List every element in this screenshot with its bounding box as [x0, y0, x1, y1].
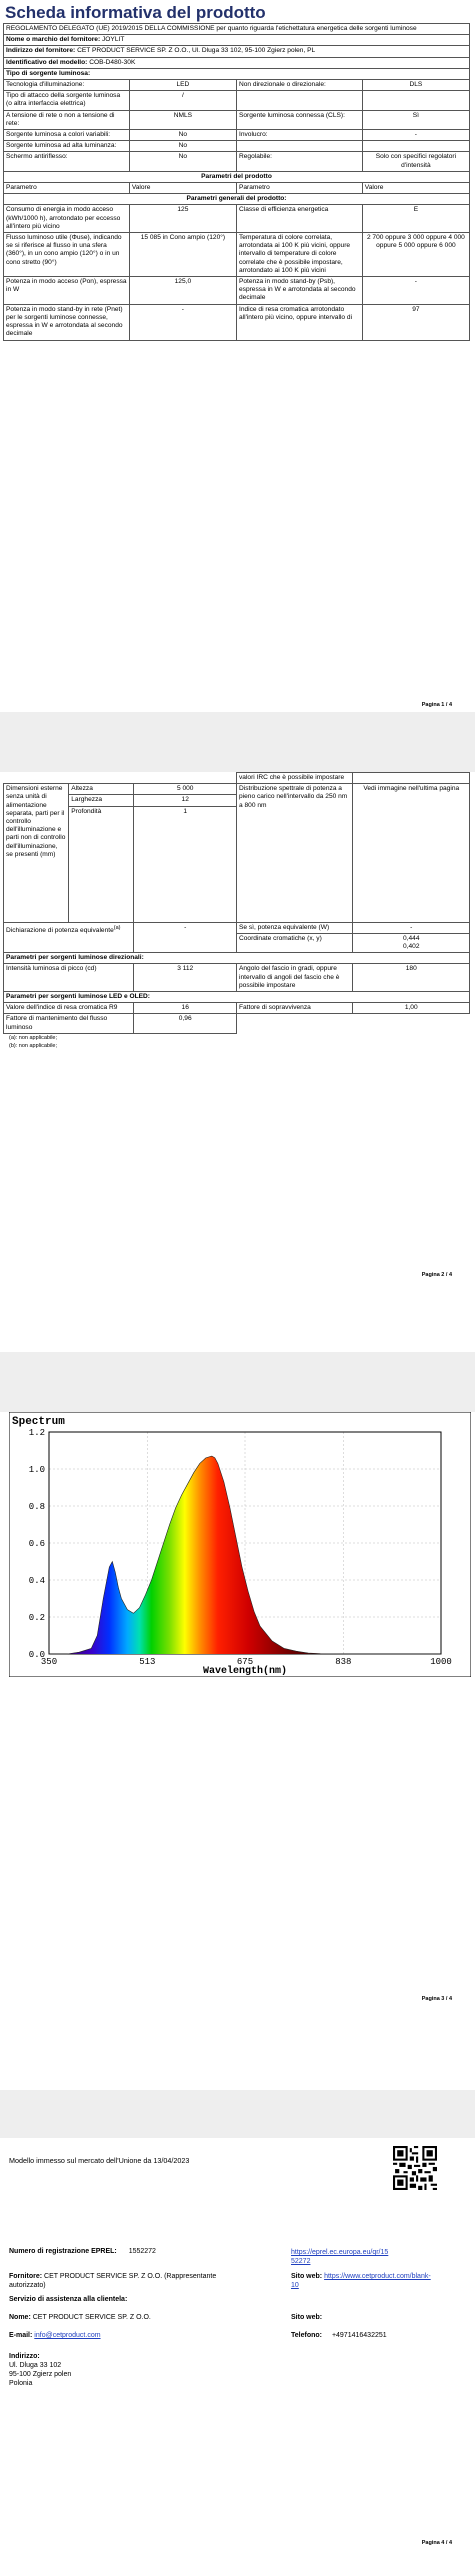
- x-axis-label: Wavelength(nm): [202, 1666, 288, 1677]
- cell-value: 15 085 in Cono ampio (120°): [129, 233, 236, 277]
- brand-label: Nome o marchio del fornitore:: [6, 36, 101, 44]
- eprel-value: 1552272: [128, 2248, 156, 2255]
- cell-value: LED: [129, 80, 236, 91]
- cell-value: No: [129, 130, 236, 141]
- cell-label: Classe di efficienza energetica: [236, 205, 362, 233]
- table-row: [4, 152, 470, 171]
- y-tick-label: 0.4: [28, 1576, 45, 1586]
- table-row: Dichiarazione di potenza equivalente$^{(a)}$ - Se sì, potenza equivalente (W) -: [4, 922, 470, 933]
- y-tick-label: 0.0: [28, 1650, 45, 1660]
- column-header: Parametro: [4, 183, 130, 194]
- cell-label: A tensione di rete o non a tensione di rete:: [4, 110, 130, 129]
- addr-line-1: Ul. Dluga 33 102: [9, 2362, 62, 2369]
- cell-label: [236, 141, 362, 152]
- column-header: Valore: [362, 183, 469, 194]
- dim-name: Altezza: [69, 784, 134, 795]
- cell-label: Schermo antiriflesso:: [4, 152, 130, 171]
- y-tick-label: 0.2: [28, 1613, 45, 1623]
- dimensions-label: Dimensioni esterne senza unità di alimentazione separata, parti per il controllo dell'illuminazione e parti non di controllo dell'illuminazione, se presenti (mm): [4, 784, 69, 922]
- table-row: [4, 773, 470, 784]
- address-label: Indirizzo del fornitore:: [6, 47, 76, 55]
- product-info-table: [3, 23, 470, 341]
- x-tick-label: 513: [139, 1657, 156, 1667]
- spectrum-chart: [9, 1412, 471, 1677]
- table-row: [4, 1014, 470, 1033]
- product-info-table-continued: [3, 772, 470, 1034]
- y-tick-label: 0.6: [28, 1539, 45, 1549]
- cell-value: /: [129, 91, 236, 110]
- cell-label: Sorgente luminosa a colori variabili:: [4, 130, 130, 141]
- table-row: [4, 205, 470, 233]
- cell-value: No: [129, 141, 236, 152]
- cell-label: Flusso luminoso utile (Φuse), indicando se si riferisce al flusso in una sfera (360°), in un cono ampio (120°) o in un cono stretto (90°): [4, 233, 130, 277]
- cell-value: Solo con specifici regolatori d'intensità: [362, 152, 469, 171]
- cell-label: Distribuzione spettrale di potenza a pieno carico nell'intervallo da 250 nm a 800 nm: [236, 784, 353, 922]
- address-value: CET PRODUCT SERVICE SP. Z O.O., Ul. Dluga 33 102, 95-100 Zgierz polen, PL: [77, 47, 316, 55]
- page-footer: Pagina 4 / 4: [421, 2540, 452, 2546]
- cell-label: Temperatura di colore correlata, arrotondata ai 100 K più vicini, oppure intervallo di temperature di colore correlate che è possibile impostare, arrotondato ai 100 K più vicini: [236, 233, 362, 277]
- cell-value: 97: [362, 304, 469, 340]
- page-footer: Pagina 3 / 4: [421, 1996, 452, 2002]
- cell-label: Involucro:: [236, 130, 362, 141]
- cell-label: Non direzionale o direzionale:: [236, 80, 362, 91]
- cell-label: Potenza in modo acceso (Pon), espressa in W: [4, 277, 130, 305]
- cell-label: Sorgente luminosa ad alta luminanza:: [4, 141, 130, 152]
- page-separator: [0, 712, 475, 772]
- page-footer: Pagina 2 / 4: [421, 1272, 452, 1278]
- cell-value: NMLS: [129, 110, 236, 129]
- chroma-x: 0,444: [402, 934, 420, 942]
- table-row: [4, 141, 470, 152]
- cell-value: -: [353, 922, 470, 933]
- cell-value: [362, 91, 469, 110]
- brand-value: JOYLIT: [102, 36, 125, 44]
- cell-label: Fattore di sopravvivenza: [236, 1003, 353, 1014]
- addr-line-3: Polonia: [9, 2380, 33, 2387]
- model-label: Identificativo del modello:: [6, 58, 88, 66]
- x-tick-label: 838: [335, 1657, 352, 1667]
- general-heading: Parametri generali del prodotto:: [4, 194, 470, 205]
- cell-label: Sorgente luminosa connessa (CLS):: [236, 110, 362, 129]
- name-value: CET PRODUCT SERVICE SP. Z O.O.: [32, 2314, 151, 2321]
- chroma-y: 0,402: [402, 943, 420, 951]
- cell-label: Intensità luminosa di picco (cd): [4, 964, 134, 992]
- cell-label: Tecnologia d'illuminazione:: [4, 80, 130, 91]
- cell-label: Consumo di energia in modo acceso (kWh/1000 h), arrotondato per eccesso all'intero più vicino: [4, 205, 130, 233]
- y-tick-label: 1.2: [28, 1428, 45, 1438]
- cell-label: Indice di resa cromatica arrotondato all'intero più vicino, oppure intervallo di: [236, 304, 362, 340]
- email-label: E-mail:: [9, 2332, 33, 2339]
- page-2: [3, 772, 470, 1352]
- eprel-label: Numero di registrazione EPREL:: [9, 2248, 117, 2255]
- site-label: Sito web:: [291, 2273, 323, 2280]
- dim-value: 5 000: [134, 784, 237, 795]
- x-tick-label: 350: [40, 1657, 58, 1667]
- page-separator: [0, 1352, 475, 1412]
- regulation-text: REGOLAMENTO DELEGATO (UE) 2019/2015 DELLA COMMISSIONE per quanto riguarda l'etichettatura energetica delle sorgenti luminose: [4, 24, 470, 35]
- table-row: [4, 110, 470, 129]
- footnote-a: (a): non applicabile;: [9, 1034, 58, 1041]
- site2-label: Sito web:: [291, 2314, 323, 2321]
- equiv-value: -: [134, 922, 237, 953]
- page-4: [3, 2138, 470, 2558]
- params-heading: Parametri del prodotto: [4, 171, 470, 182]
- cell-label: Fattore di mantenimento del flusso luminoso: [4, 1014, 134, 1033]
- cell-label: Coordinate cromatiche (x, y): [236, 933, 353, 952]
- directional-heading: Parametri per sorgenti luminose direzionali:: [4, 953, 470, 964]
- cell-label: Regolabile:: [236, 152, 362, 171]
- market-date: Modello immesso sul mercato dell'Unione da 13/04/2023: [9, 2156, 190, 2165]
- name-label: Nome:: [9, 2314, 31, 2321]
- page-3: [3, 1412, 470, 2090]
- addr-line-2: 95-100 Zgierz polen: [9, 2371, 72, 2378]
- page-1: [3, 2, 470, 710]
- x-tick-label: 675: [236, 1657, 254, 1667]
- cell-value: -: [362, 130, 469, 141]
- supplier-label: Fornitore:: [9, 2273, 43, 2280]
- cell-label: Se sì, potenza equivalente (W): [236, 922, 353, 933]
- supplier-value: CET PRODUCT SERVICE SP. Z O.O. (Rappresentante autorizzato): [9, 2273, 217, 2289]
- y-tick-label: 1.0: [28, 1465, 45, 1475]
- table-row: [4, 91, 470, 110]
- table-row: [4, 304, 470, 340]
- cell-label: Valore dell'indice di resa cromatica R9: [4, 1003, 134, 1014]
- table-row: [4, 130, 470, 141]
- cell-value: [362, 141, 469, 152]
- table-row: [4, 80, 470, 91]
- x-tick-label: 1000: [430, 1657, 452, 1667]
- column-headers: [4, 183, 470, 194]
- cell-value: 2 700 oppure 3 000 oppure 4 000 oppure 5 000 oppure 6 000: [362, 233, 469, 277]
- led-heading: Parametri per sorgenti luminose LED e OLED:: [4, 992, 470, 1003]
- site-link[interactable]: https://www.cetproduct.com/blank-10: [291, 2273, 431, 2289]
- cell-label: valori IRC che è possibile impostare: [236, 773, 353, 784]
- cell-value: 180: [353, 964, 470, 992]
- cell-value: DLS: [362, 80, 469, 91]
- cell-label: Potenza in modo stand-by in rete (Pnet) per le sorgenti luminose connesse, espressa in W e arrotondata al secondo decimale: [4, 304, 130, 340]
- cell-value: 0,96: [134, 1014, 237, 1033]
- dim-value: 1: [134, 806, 237, 922]
- cell-value: 16: [134, 1003, 237, 1014]
- chart-title: Spectrum: [12, 1416, 65, 1428]
- email-link[interactable]: info@cetproduct.com: [34, 2332, 101, 2339]
- cell-value: -: [129, 304, 236, 340]
- cell-value: Sì: [362, 110, 469, 129]
- y-tick-label: 0.8: [28, 1502, 45, 1512]
- addr-label: Indirizzo:: [9, 2353, 40, 2360]
- footnote-b: (b): non applicabile;: [9, 1042, 58, 1049]
- dim-name: Larghezza: [69, 795, 134, 806]
- dim-name: Profondità: [69, 806, 134, 922]
- table-row: [4, 277, 470, 305]
- assist-heading: Servizio di assistenza alla clientela:: [9, 2296, 128, 2303]
- cell-label: Tipo di attacco della sorgente luminosa (o altra interfaccia elettrica): [4, 91, 130, 110]
- model-value: COB-D480-30K: [89, 58, 136, 66]
- phone-label: Telefono:: [291, 2332, 322, 2339]
- eprel-link[interactable]: https://eprel.ec.europa.eu/qr/1552272: [291, 2249, 389, 2265]
- dim-value: 12: [134, 795, 237, 806]
- phone-value: +4971416432251: [331, 2332, 387, 2339]
- qr-code-icon: [393, 2146, 437, 2190]
- cell-value: E: [362, 205, 469, 233]
- document-title: Scheda informativa del prodotto: [5, 3, 266, 22]
- table-row: [4, 233, 470, 277]
- cell-label: [236, 91, 362, 110]
- column-header: Valore: [129, 183, 236, 194]
- cell-value: 1,00: [353, 1003, 470, 1014]
- equiv-label: Dichiarazione di potenza equivalente: [6, 926, 114, 934]
- cell-value: 125: [129, 205, 236, 233]
- cell-value: 3 112: [134, 964, 237, 992]
- source-type-heading: Tipo di sorgente luminosa:: [4, 68, 470, 79]
- table-row: [4, 784, 470, 795]
- cell-label: Potenza in modo stand-by (Psb), espressa in W e arrotondata al secondo decimale: [236, 277, 362, 305]
- page-separator: [0, 2090, 475, 2138]
- cell-value: No: [129, 152, 236, 171]
- column-header: Parametro: [236, 183, 362, 194]
- cell-value: 125,0: [129, 277, 236, 305]
- cell-value: Vedi immagine nell'ultima pagina: [353, 784, 470, 922]
- cell-label: Angolo del fascio in gradi, oppure intervallo di angoli del fascio che è possibile impostare: [236, 964, 353, 992]
- page-footer: Pagina 1 / 4: [421, 702, 452, 708]
- table-row: [4, 964, 470, 992]
- table-row: [4, 1003, 470, 1014]
- cell-value: -: [362, 277, 469, 305]
